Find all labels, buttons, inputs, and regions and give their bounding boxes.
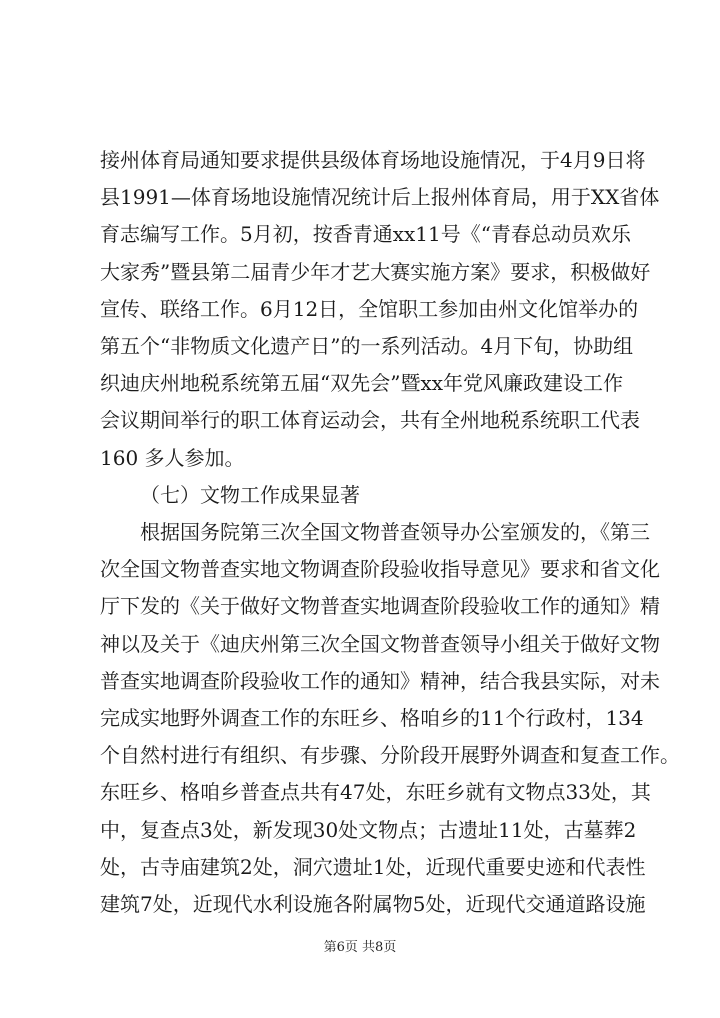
paragraph-line: 建筑7处，近现代水利设施各附属物5处，近现代交通道路设施: [100, 892, 646, 916]
paragraph-line: 县1991—体育场地设施情况统计后上报州体育局，用于XX省体: [100, 185, 660, 210]
section-heading: （七）文物工作成果显著: [140, 482, 360, 507]
paragraph-line: 育志编写工作。5月初，按香青通xx11号《“青春总动员欢乐: [100, 222, 631, 247]
paragraph-line: 次全国文物普查实地文物调查阶段验收指导意见》要求和省文化: [100, 557, 660, 582]
paragraph-line: 第五个“非物质文化遗产日”的一系列活动。4月下旬，协助组: [100, 334, 634, 358]
paragraph-line: 织迪庆州地税系统第五届“双先会”暨xx年党风廉政建设工作: [100, 371, 624, 396]
paragraph-line: 根据国务院第三次全国文物普查领导办公室颁发的，《第三: [140, 520, 650, 544]
paragraph-line: 完成实地野外调查工作的东旺乡、格咱乡的11个行政村，134: [100, 706, 644, 730]
paragraph-line: 处，古寺庙建筑2处，洞穴遗址1处，近现代重要史迹和代表性: [100, 854, 646, 879]
paragraph-line: 会议期间举行的职工体育运动会，共有全州地税系统职工代表: [100, 408, 640, 433]
paragraph-line: 东旺乡、格咱乡普查点共有47处，东旺乡就有文物点33处，其: [100, 780, 651, 805]
paragraph-line: 普查实地调查阶段验收工作的通知》精神，结合我县实际，对未: [100, 668, 660, 693]
paragraph-line: 接州体育局通知要求提供县级体育场地设施情况，于4月9日将: [100, 148, 646, 172]
paragraph-line: 160 多人参加。: [100, 445, 245, 470]
paragraph-line: 个自然村进行有组织、有步骤、分阶段开展野外调查和复查工作。: [100, 743, 680, 768]
paragraph-line: 大家秀”暨县第二届青少年才艺大赛实施方案》要求，积极做好: [100, 259, 651, 284]
paragraph-line: 宣传、联络工作。6月12日，全馆职工参加由州文化馆举办的: [100, 296, 639, 321]
page-footer: 第6页 共8页: [323, 940, 397, 955]
paragraph-line: 厅下发的《关于做好文物普查实地调查阶段验收工作的通知》精: [100, 594, 660, 619]
paragraph-line: 中，复查点3处，新发现30处文物点；古遗址11处，古墓葬2: [100, 817, 637, 842]
paragraph-line: 神以及关于《迪庆州第三次全国文物普查领导小组关于做好文物: [100, 631, 660, 656]
